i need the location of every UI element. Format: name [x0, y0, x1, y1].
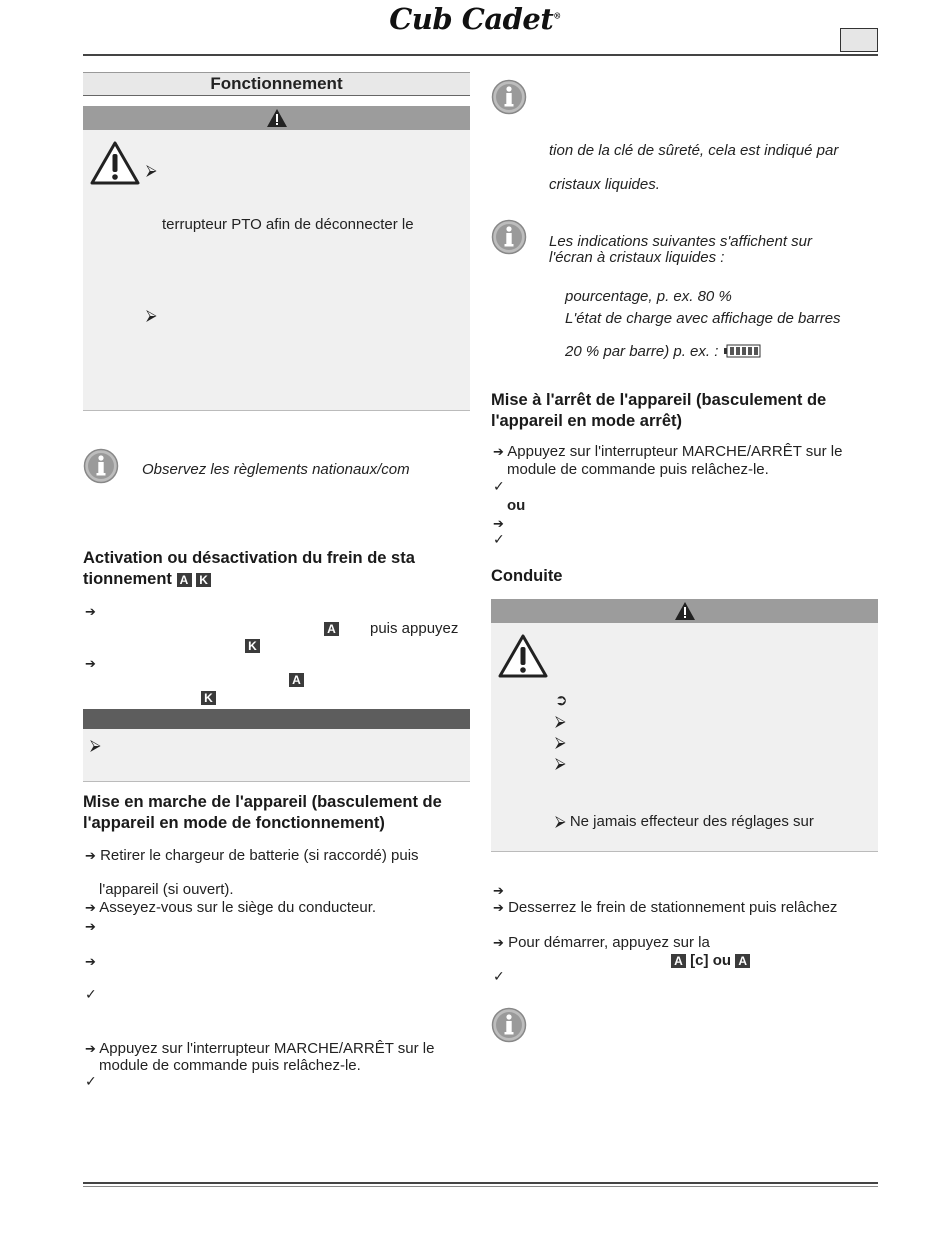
- info-text-per-bar: 20 % par barre) p. ex. :: [565, 343, 761, 360]
- warning-bullet: ⮚: [146, 307, 157, 324]
- info-icon: [491, 219, 527, 255]
- step-arrow: ➔: [85, 919, 96, 934]
- heading-parking-brake: Activation ou désactivation du frein de sta tionnement A K: [83, 549, 415, 588]
- badge-k: K: [201, 691, 216, 705]
- info-text-percentage: pourcentage, p. ex. 80 %: [565, 288, 732, 305]
- warning-text-pto: terrupteur PTO afin de déconnecter le: [162, 216, 414, 233]
- step-press-onoff: ➔ Appuyez sur l'interrupteur MARCHE/ARRÊT sur le: [85, 1040, 435, 1057]
- info-icon: [83, 448, 119, 484]
- step-remove-charger: ➔ Retirer le chargeur de batterie (si raccordé) puis: [85, 847, 419, 864]
- step-sit-down: ➔ Asseyez-vous sur le siège du conducteur.: [85, 899, 377, 916]
- warning-body: [83, 130, 470, 411]
- step-remove-charger-cont: l'appareil (si ouvert).: [99, 881, 234, 898]
- note-bullet: ⮚: [90, 737, 101, 754]
- text-or: ou: [507, 497, 526, 514]
- step-arrow: ➔: [85, 656, 96, 671]
- step-press-onoff-cont: module de commande puis relâchez-le.: [99, 1057, 361, 1074]
- step-start-driving: ➔ Pour démarrer, appuyez sur la: [493, 934, 710, 951]
- info-text-lcd: cristaux liquides.: [549, 176, 660, 193]
- result-check: ✓: [85, 986, 97, 1002]
- page-number-box: [840, 28, 878, 52]
- brand-logo: Cub Cadet®: [389, 2, 561, 36]
- badge-k: K: [245, 639, 260, 653]
- pedal-reference: A [c] ou A: [671, 952, 750, 969]
- result-check: ✓: [85, 1073, 97, 1089]
- note-header-bar: [83, 709, 470, 729]
- heading-start-device: Mise en marche de l'appareil (basculement de l'appareil en mode de fonctionnement): [83, 793, 442, 832]
- header-rule: [83, 54, 878, 56]
- result-check: ✓: [493, 531, 505, 547]
- info-text-key: tion de la clé de sûreté, cela est indiqué par: [549, 142, 839, 159]
- footer-rule: [83, 1182, 878, 1184]
- info-text-lcd-screen: l'écran à cristaux liquides :: [549, 249, 725, 266]
- result-check: ✓: [493, 968, 505, 984]
- info-icon: [491, 79, 527, 115]
- heading-driving: Conduite: [491, 567, 563, 585]
- step-arrow: ➔: [85, 604, 96, 619]
- step-press-onoff-stop-cont: module de commande puis relâchez-le.: [507, 461, 769, 478]
- footer-rule-thin: [83, 1186, 878, 1187]
- info-text-indications: Les indications suivantes s'affichent sur: [549, 233, 813, 250]
- warning-bullet: ⮚: [146, 162, 157, 179]
- section-title: Fonctionnement: [83, 72, 470, 96]
- result-check: ✓: [493, 478, 505, 494]
- step-arrow: ➔: [85, 954, 96, 969]
- warning-header-bar: [83, 106, 470, 130]
- info-text-bars: L'état de charge avec affichage de barres: [565, 310, 841, 327]
- step-arrow: ➔: [493, 516, 504, 531]
- step-press-onoff-stop: ➔ Appuyez sur l'interrupteur MARCHE/ARRÊT sur le: [493, 443, 843, 460]
- step-arrow: ➔: [493, 883, 504, 898]
- heading-stop-device: Mise à l'arrêt de l'appareil (basculement de l'appareil en mode arrêt): [491, 391, 827, 430]
- warning-large-icon: [497, 633, 549, 679]
- info-icon: [491, 1007, 527, 1043]
- badge-a: A: [289, 673, 304, 687]
- warning-large-icon: [89, 140, 141, 186]
- warning-bullet: ⮚: [555, 713, 566, 730]
- text-puis-appuyez: puis appuyez: [370, 620, 459, 637]
- info-text-regulations: Observez les règlements nationaux/com: [142, 461, 410, 478]
- warning-bullet-circle: ➲: [555, 692, 568, 709]
- warning-text-adjustments: ⮚ Ne jamais effecteur des réglages sur: [555, 813, 814, 830]
- warning-header-bar: [491, 599, 878, 623]
- warning-bullet: ⮚: [555, 755, 566, 772]
- note-body: [83, 729, 470, 782]
- warning-triangle-icon: [674, 601, 696, 621]
- battery-bars-icon: [723, 344, 761, 358]
- warning-bullet: ⮚: [555, 734, 566, 751]
- step-release-brake: ➔ Desserrez le frein de stationnement puis relâchez: [493, 899, 838, 916]
- warning-triangle-icon: [266, 108, 288, 128]
- badge-a: A: [324, 622, 339, 636]
